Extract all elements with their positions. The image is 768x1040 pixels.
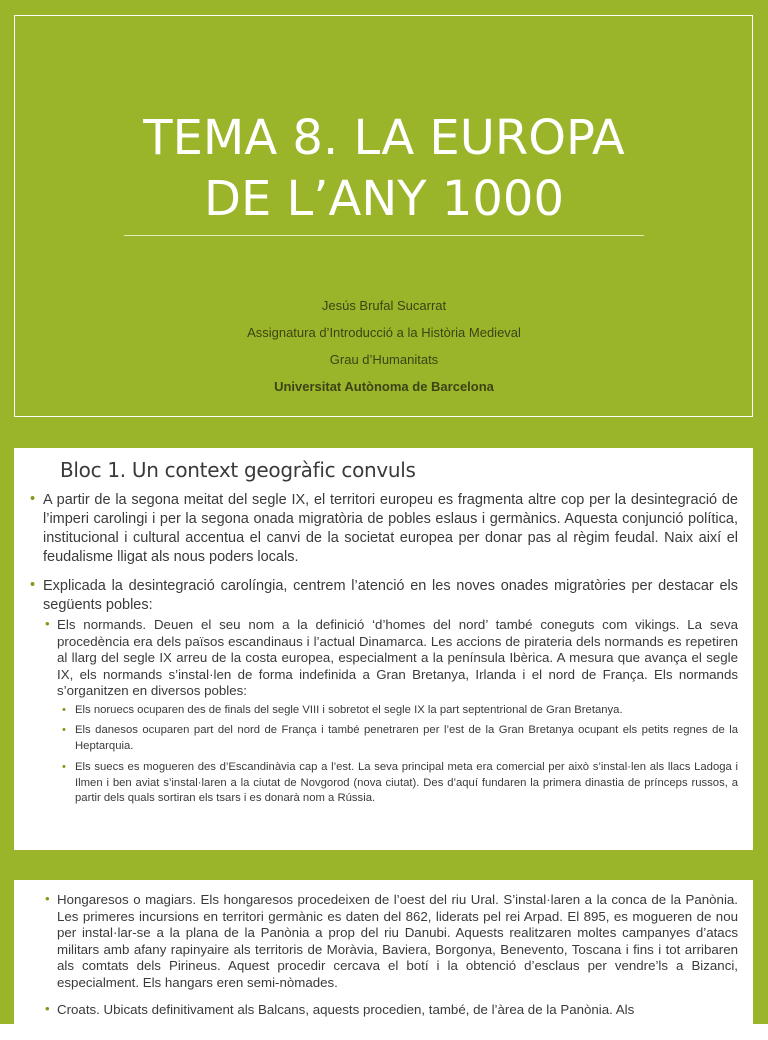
course: Assignatura d’Introducció a la Història Medieval bbox=[247, 325, 521, 340]
slide-card bbox=[14, 448, 753, 850]
bullet-icon: • bbox=[45, 1001, 50, 1016]
bullet-icon: • bbox=[62, 704, 66, 716]
slide-continuation bbox=[0, 864, 768, 1024]
normands-paragraph: Els normands. Deuen el seu nom a la definició ‘d’homes del nord’ també coneguts com vikings. La seva procedència era dels països escandinaus i l’actual Dinamarca. Les accions de pirateria dels normands es repetiren al llarg del segle IX arreu de la costa europea, especialment a la península Ibèrica. A mesura que avança el segle IX, els normands s’instal·len de forma indefinida a Gran Bretanya, Irlanda i el nord de França. Els normands s’organitzen en diversos pobles: bbox=[57, 617, 738, 698]
bullet-icon: • bbox=[45, 616, 50, 631]
bullet-icon: • bbox=[62, 724, 66, 736]
author: Jesús Brufal Sucarrat bbox=[321, 298, 447, 313]
university: Universitat Autònoma de Barcelona bbox=[274, 379, 494, 394]
title-line-2: DE L’ANY 1000 bbox=[203, 171, 565, 227]
degree: Grau d’Humanitats bbox=[329, 352, 439, 367]
slide-heading: Bloc 1. Un context geogràfic convuls bbox=[60, 458, 416, 482]
title-slide bbox=[0, 0, 768, 436]
presentation-title bbox=[0, 108, 768, 230]
croats-paragraph: Croats. Ubicats definitivament als Balcans, aquests procedien, també, de l’àrea de la Panònia. Als bbox=[57, 1002, 635, 1017]
suecs-item: Els suecs es mogueren des d’Escandinàvia cap a l’est. La seva principal meta era comercial per això s’instal·len als llacs Ladoga i Ilmen i ben aviat s’instal·laren a la ciutat de Novgorod (nova ciutat). Des d’aquí fundaren la primera dinastia de prínceps russos, a partir dels quals sortiran els tsars i es donarà nom a Rússia. bbox=[75, 761, 738, 804]
danesos-item: Els danesos ocuparen part del nord de França i també penetraren per l’est de la Gran Bretanya ocupant els petits regnes de la Heptarquia. bbox=[75, 724, 738, 752]
title-line-1: TEMA 8. LA EUROPA bbox=[143, 110, 625, 166]
paragraph-2: Explicada la desintegració carolíngia, centrem l’atenció en les noves onades migratòries per destacar els següents pobles: bbox=[43, 578, 738, 613]
bullet-icon: • bbox=[30, 491, 36, 507]
bullet-icon: • bbox=[62, 761, 66, 773]
subtitle-block bbox=[0, 292, 768, 400]
bullet-icon: • bbox=[30, 577, 36, 593]
bullet-icon: • bbox=[45, 891, 50, 906]
noruecs-item: Els noruecs ocuparen des de finals del segle VIII i sobretot el segle IX la part septentrional de Gran Bretanya. bbox=[75, 704, 623, 716]
slide-card bbox=[14, 880, 753, 1040]
title-divider bbox=[124, 235, 644, 236]
slide-bloc-1 bbox=[0, 436, 768, 864]
paragraph-1: A partir de la segona meitat del segle IX, el territori europeu es fragmenta altre cop per la desintegració de l’imperi carolingi i per la segona onada migratòria de pobles eslaus i germànics. Aquesta conjunció política, institucional i cultural accentua el canvi de la societat europea per donar pas al règim feudal. Naix així el feudalisme lligat als nous poders locals. bbox=[43, 492, 738, 565]
hongaresos-paragraph: Hongaresos o magiars. Els hongaresos procedeixen de l’oest del riu Ural. S’instal·laren a la conca de la Panònia. Les primeres incursions en territori germànic es daten del 862, liderats pel rei Arpad. El 895, es mogueren de nou per instal·lar-se a la plana de la Panònia a prop del riu Danubi. Aquests realitzaren moltes campanyes d’atacs militars amb afany rapinyaire als territoris de Moràvia, Baviera, Borgonya, Benevento, Toscana i fins i tot arribaren als comtats dels Pirineus. Aquest procedir cercava el botí i la obtenció d’esclaus per vendre’ls a Bizanci, especialment. Els hangars eren semi-nòmades. bbox=[57, 892, 738, 990]
